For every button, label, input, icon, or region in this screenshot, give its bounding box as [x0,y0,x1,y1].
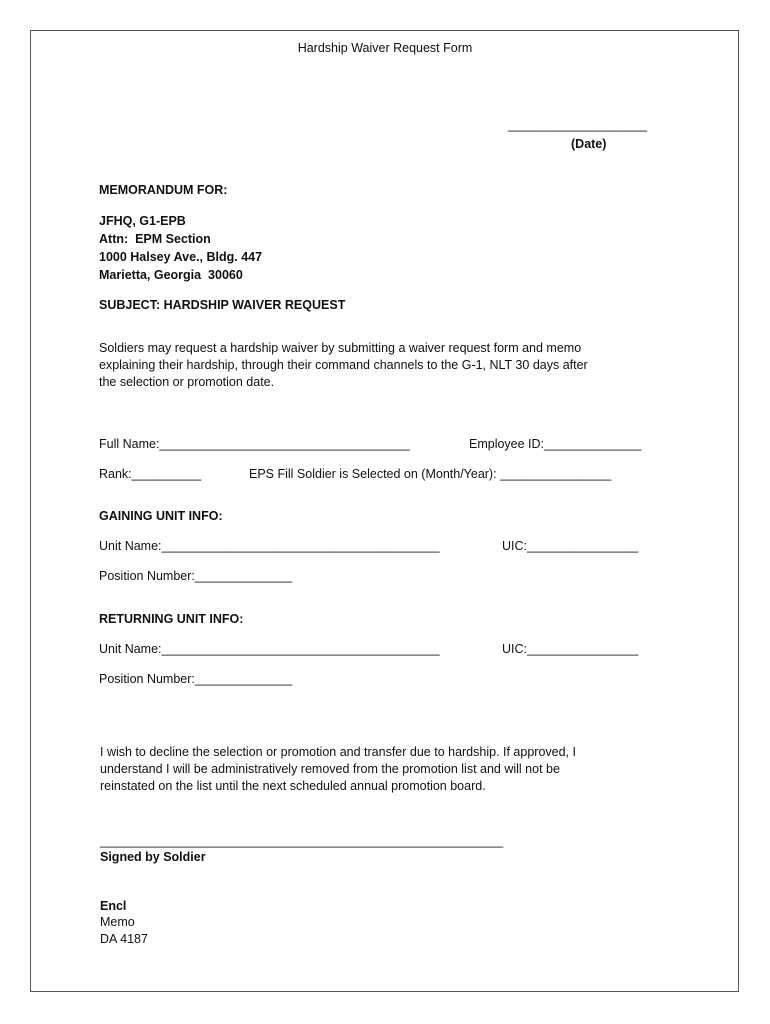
enclosure-item: Memo [100,915,135,929]
intro-line-1: Soldiers may request a hardship waiver by submitting a waiver request form and memo [99,341,582,355]
returning-unit-name-field[interactable]: Unit Name:________________________________________ [99,642,440,656]
statement-line-2: understand I will be administratively removed from the promotion list and will not be [100,762,560,776]
signature-line[interactable]: __________________________________________________________ [100,834,504,848]
date-line: ____________________ [508,118,648,132]
memorandum-for: MEMORANDUM FOR: [99,183,228,197]
statement-line-3: reinstated on the list until the next scheduled annual promotion board. [100,779,486,793]
returning-position-number-field[interactable]: Position Number:______________ [99,672,293,686]
address-line-4: Marietta, Georgia 30060 [99,268,243,282]
eps-fill-field[interactable]: EPS Fill Soldier is Selected on (Month/Year): ________________ [249,467,612,481]
enclosure-item: DA 4187 [100,932,148,946]
signed-by-soldier: Signed by Soldier [100,850,206,864]
address-line-3: 1000 Halsey Ave., Bldg. 447 [99,250,263,264]
employee-id-field[interactable]: Employee ID:______________ [469,437,642,451]
returning-unit-heading: RETURNING UNIT INFO: [99,612,244,626]
intro-line-2: explaining their hardship, through their command channels to the G-1, NLT 30 days after [99,358,588,372]
address-line-2: Attn: EPM Section [99,232,211,246]
date-label: (Date) [571,137,607,151]
gaining-position-number-field[interactable]: Position Number:______________ [99,569,293,583]
returning-uic-field[interactable]: UIC:________________ [502,642,639,656]
full-name-field[interactable]: Full Name:____________________________________ [99,437,410,451]
gaining-uic-field[interactable]: UIC:________________ [502,539,639,553]
enclosure-label: Encl [100,899,127,913]
rank-field[interactable]: Rank:__________ [99,467,202,481]
subject: SUBJECT: HARDSHIP WAIVER REQUEST [99,298,346,312]
statement-line-1: I wish to decline the selection or promotion and transfer due to hardship. If approved, I [100,745,576,759]
form-title: Hardship Waiver Request Form [297,41,473,55]
address-line-1: JFHQ, G1-EPB [99,214,186,228]
intro-line-3: the selection or promotion date. [99,375,275,389]
gaining-unit-heading: GAINING UNIT INFO: [99,509,223,523]
gaining-unit-name-field[interactable]: Unit Name:________________________________________ [99,539,440,553]
